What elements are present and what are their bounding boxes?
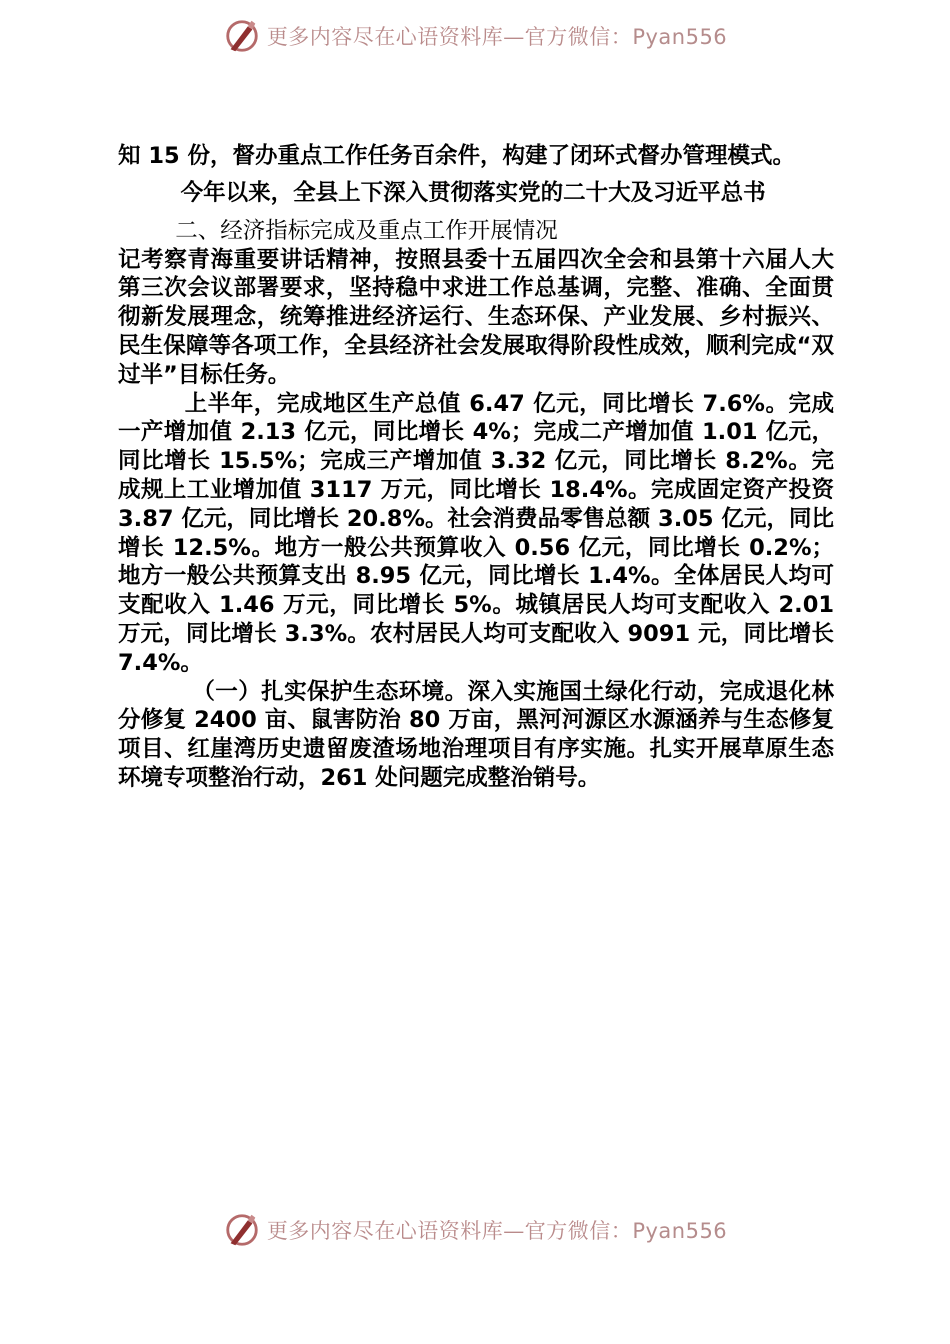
section-heading: 二、经济指标完成及重点工作开展情况 xyxy=(118,217,558,244)
paragraph-1: 知 15 份，督办重点工作任务百余件，构建了闭环式督办管理模式。 xyxy=(118,143,795,169)
document-body xyxy=(118,142,842,793)
watermark-banner-top xyxy=(0,14,950,58)
paragraph-4: 上半年，完成地区生产总值 6.47 亿元，同比增长 7.6%。完成一产增加值 2.13 亿元，同比增长 4%；完成二产增加值 1.01 亿元，同比增长 15.5%；完成三产增加值 3.32 亿元，同比增长 8.2%。完成规上工业增加值 3117 万元，同比增长 18.4%。完成固定资产投资 3.87 亿元，同比增长 20.8%。社会消费品零售总额 3.05 亿元，同比增长 12.5%。地方一般公共预算收入 0.56 亿元，同比增长 0.2%；地方一般公共预算支出 8.95 亿元，同比增长 1.4%。全体居民人均可支配收入 1.46 万元，同比增长 5%。城镇居民人均可支配收入 2.01 万元，同比增长 3.3%。农村居民人均可支配收入 9091 元，同比增长 7.4%。 xyxy=(118,390,842,676)
watermark-banner-bottom xyxy=(0,1208,950,1252)
paragraph-2: 今年以来，全县上下深入贯彻落实党的二十大及习近平总书 xyxy=(118,179,766,206)
watermark-text: 更多内容尽在心语资料库—官方微信：Pyan556 xyxy=(266,25,728,49)
paragraph-5: （一）扎实保护生态环境。深入实施国土绿化行动，完成退化林分修复 2400 亩、鼠害防治 80 万亩，黑河河源区水源涵养与生态修复项目、红崖湾历史遗留废渣场地治理项目有序实施。扎实开展草原生态环境专项整治行动，261 处问题完成整治销号。 xyxy=(118,678,834,791)
pen-circle-logo-icon xyxy=(223,17,261,55)
pen-circle-logo-icon xyxy=(223,1211,261,1249)
watermark-text: 更多内容尽在心语资料库—官方微信：Pyan556 xyxy=(266,1219,728,1243)
paragraph-3: 记考察青海重要讲话精神，按照县委十五届四次全会和县第十六届人大第三次会议部署要求，坚持稳中求进工作总基调，完整、准确、全面贯彻新发展理念，统筹推进经济运行、生态环保、产业发展、乡村振兴、民生保障等各项工作，全县经济社会发展取得阶段性成效，顺利完成“双过半”目标任务。 xyxy=(118,246,834,388)
